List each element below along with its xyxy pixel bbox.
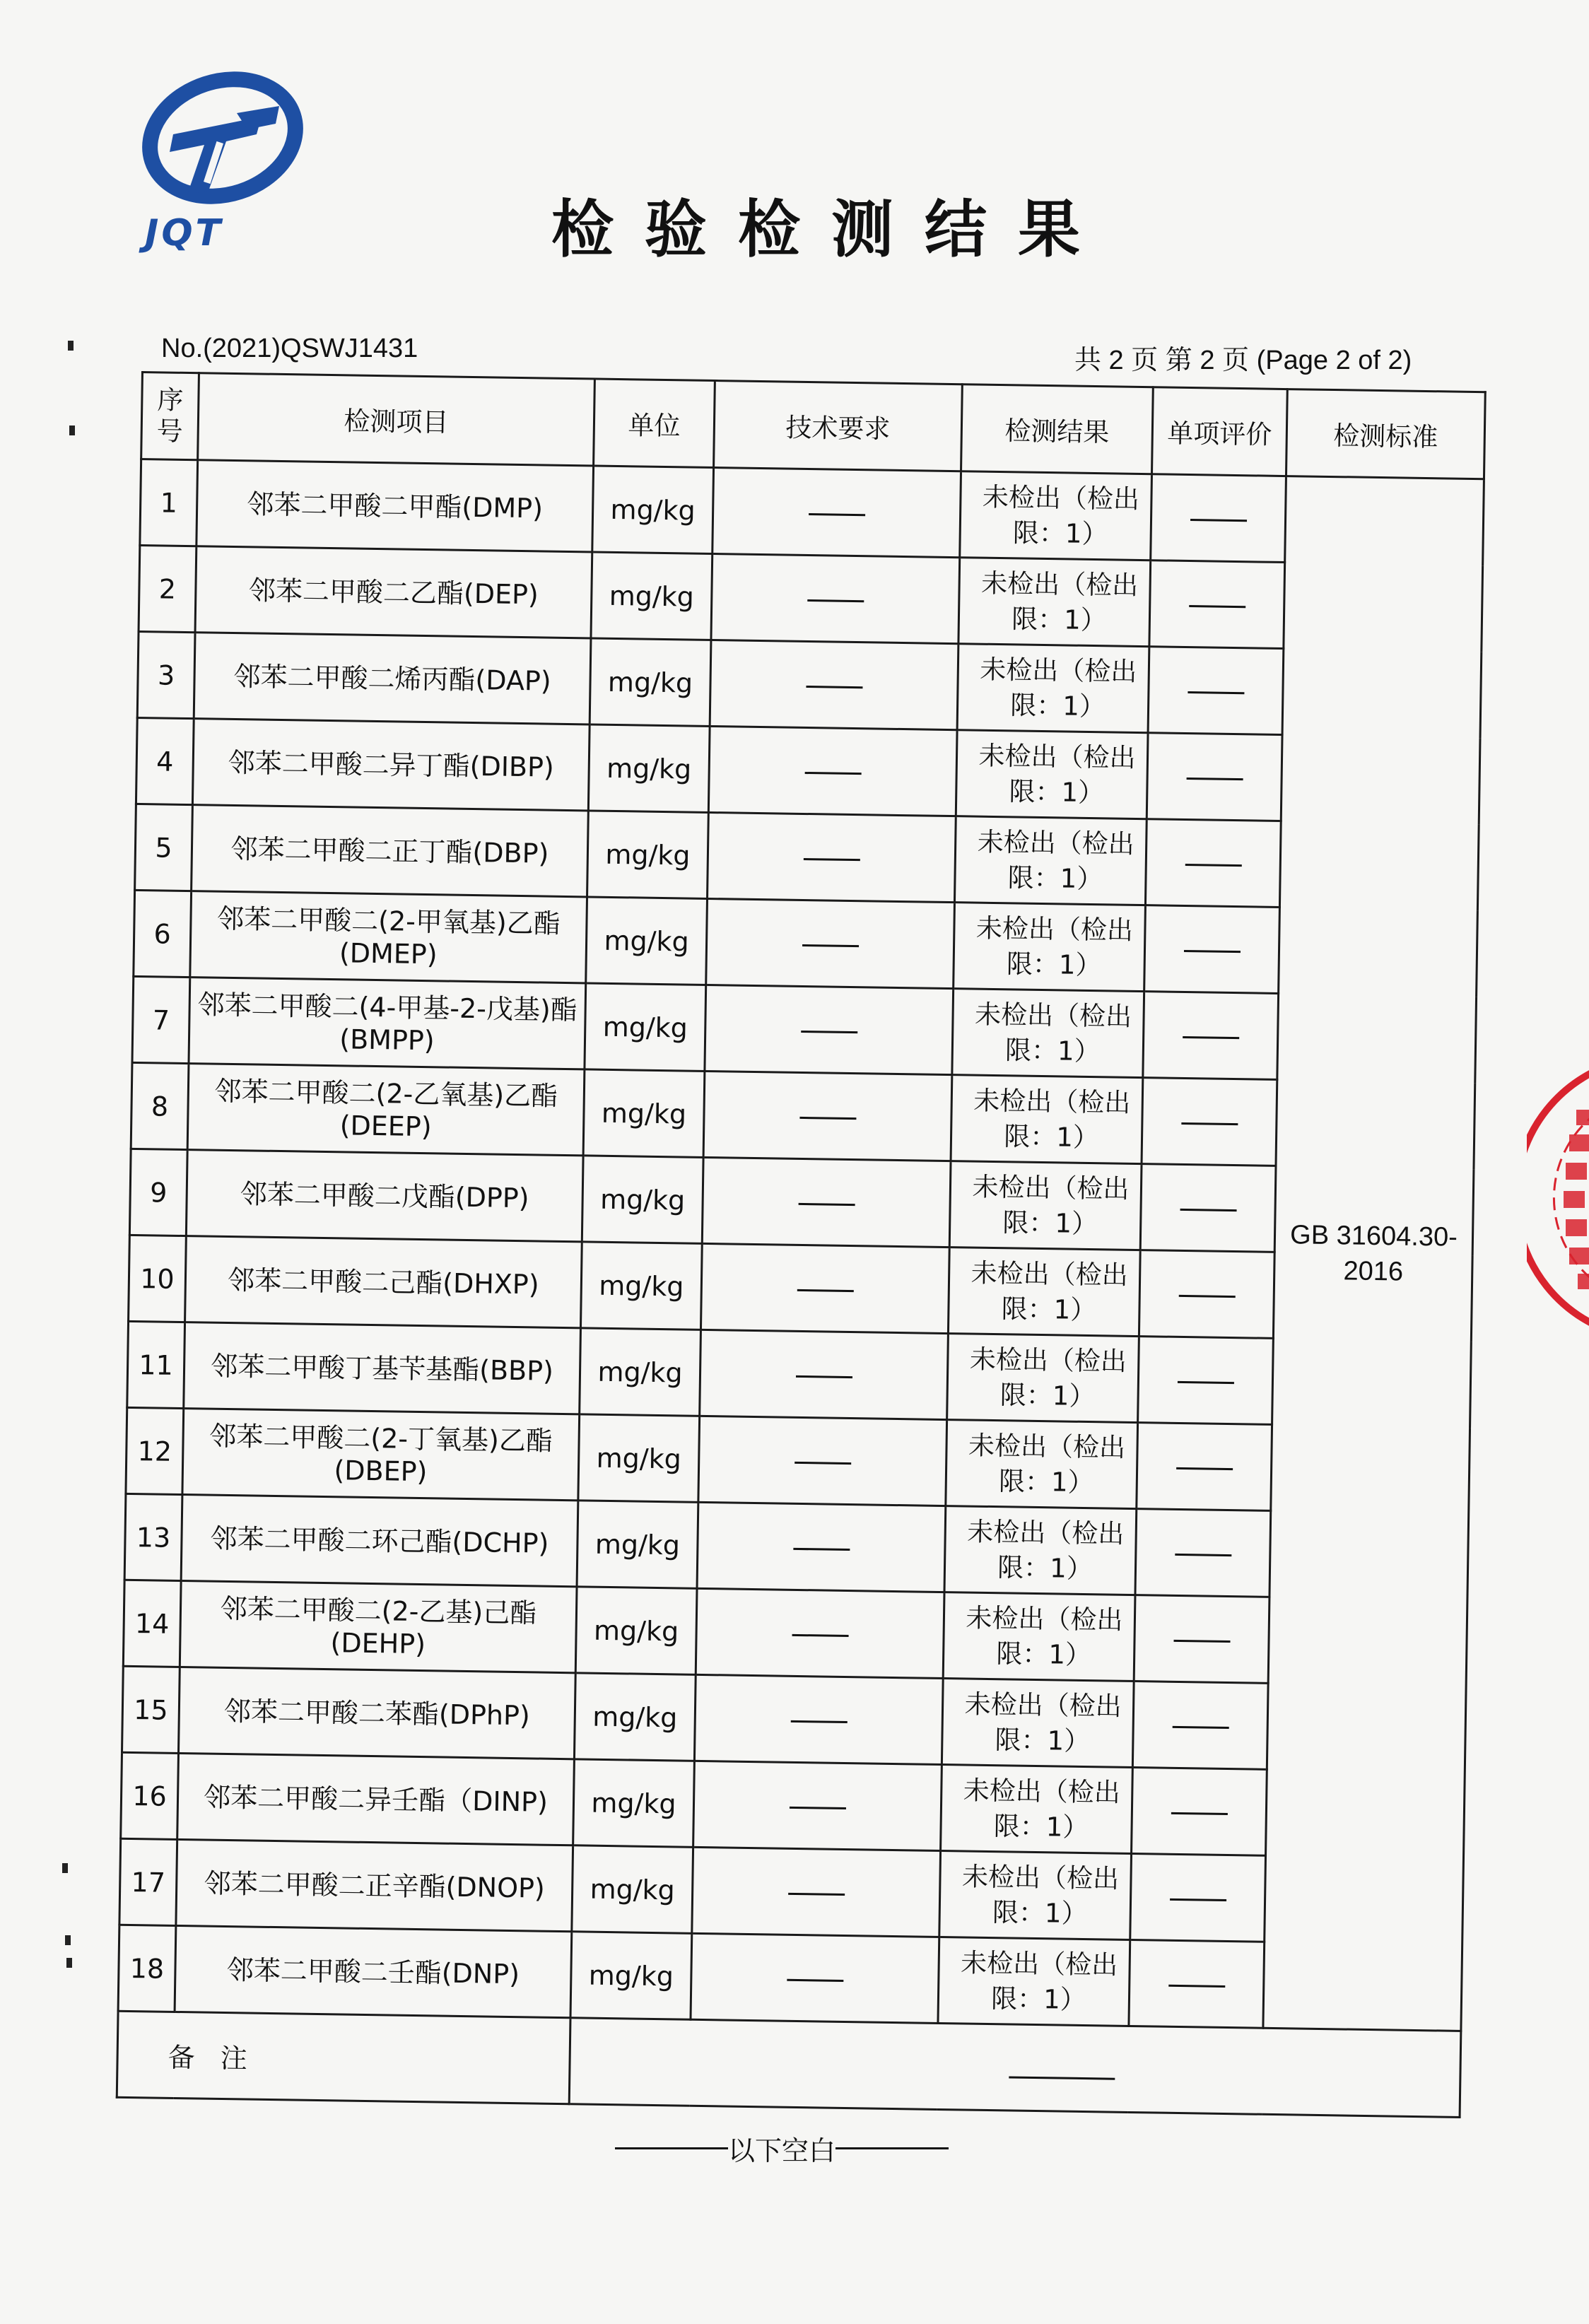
- result-cell: 未检出（检出限：1）: [960, 471, 1152, 561]
- row-number: 1: [140, 459, 198, 546]
- result-cell: 未检出（检出限：1）: [942, 1679, 1134, 1768]
- evaluation-cell: [1138, 1337, 1274, 1425]
- dash-mark: [1183, 1035, 1239, 1038]
- results-table: [116, 371, 1487, 2118]
- row-number: 15: [122, 1666, 180, 1753]
- dash-mark: [1171, 1812, 1227, 1814]
- dash-mark: [1009, 2076, 1115, 2079]
- unit-cell: mg/kg: [574, 1673, 696, 1761]
- remarks-label: 备 注: [117, 2011, 570, 2103]
- result-cell: 未检出（检出限：1）: [951, 1075, 1143, 1164]
- result-cell: 未检出（检出限：1）: [943, 1592, 1135, 1682]
- requirement-cell: [700, 1243, 949, 1333]
- dash-mark: [1186, 777, 1243, 780]
- dash-mark: [1178, 1294, 1235, 1297]
- unit-cell: mg/kg: [592, 466, 714, 554]
- test-item: 邻苯二甲酸二(2-乙氧基)乙酯(DEEP): [187, 1064, 585, 1156]
- evaluation-cell: [1130, 1854, 1266, 1942]
- test-item: 邻苯二甲酸二苯酯(DPhP): [178, 1667, 575, 1759]
- evaluation-cell: [1144, 905, 1280, 994]
- unit-cell: mg/kg: [577, 1501, 698, 1589]
- dash-mark: [1183, 949, 1240, 952]
- result-cell: 未检出（检出限：1）: [956, 730, 1148, 819]
- row-number: 4: [136, 717, 194, 804]
- result-cell: 未检出（检出限：1）: [946, 1420, 1138, 1509]
- result-cell: 未检出（检出限：1）: [952, 989, 1144, 1078]
- evaluation-cell: [1147, 733, 1282, 821]
- dash-mark: [789, 1806, 845, 1809]
- dash-mark: [790, 1720, 847, 1723]
- dash-mark: [802, 944, 859, 946]
- dash-mark: [1172, 1725, 1229, 1728]
- requirement-cell: [708, 812, 956, 902]
- unit-cell: mg/kg: [583, 1069, 705, 1158]
- dash-mark: [795, 1375, 852, 1378]
- requirement-cell: [710, 640, 958, 729]
- column-header-standard: 检测标准: [1286, 389, 1485, 479]
- test-item: 邻苯二甲酸二壬酯(DNP): [175, 1925, 572, 2017]
- dash-mark: [793, 1547, 850, 1550]
- requirement-cell: [696, 1588, 944, 1678]
- requirement-cell: [711, 554, 960, 644]
- dash-mark: [794, 1461, 851, 1464]
- dash-mark: [1177, 1380, 1233, 1383]
- dash-mark: [797, 1289, 853, 1291]
- margin-dot: [62, 1863, 68, 1873]
- requirement-cell: [702, 1157, 951, 1247]
- test-item: 邻苯二甲酸二环己酯(DCHP): [181, 1495, 578, 1587]
- test-item: 邻苯二甲酸二己酯(DHXP): [185, 1236, 582, 1328]
- column-header-requirement: 技术要求: [714, 381, 963, 471]
- unit-cell: mg/kg: [572, 1845, 693, 1934]
- requirement-cell: [698, 1416, 947, 1506]
- dash-mark: [803, 857, 860, 860]
- unit-cell: mg/kg: [591, 552, 713, 640]
- dash-mark: [1181, 1122, 1238, 1125]
- dash-mark: [804, 771, 861, 774]
- dash-mark: [801, 1030, 857, 1033]
- test-item: 邻苯二甲酸二(2-甲氧基)乙酯(DMEP): [190, 891, 587, 983]
- evaluation-cell: [1139, 1250, 1274, 1339]
- dash-mark: [1170, 1898, 1226, 1901]
- dash-mark: [792, 1633, 848, 1636]
- result-cell: 未检出（检出限：1）: [939, 1851, 1132, 1940]
- evaluation-cell: [1135, 1509, 1271, 1597]
- row-number: 3: [137, 631, 195, 718]
- report-number: No.(2021)QSWJ1431: [161, 334, 418, 363]
- dash-mark: [799, 1116, 856, 1119]
- row-number: 13: [124, 1493, 182, 1580]
- test-item: 邻苯二甲酸二(4-甲基-2-戊基)酯(BMPP): [189, 978, 586, 1069]
- dash-mark: [788, 1892, 845, 1895]
- evaluation-cell: [1132, 1768, 1267, 1856]
- dash-mark: [835, 2147, 949, 2149]
- column-header-item: 检测项目: [198, 373, 595, 466]
- result-cell: 未检出（检出限：1）: [954, 816, 1147, 905]
- standard-cell: GB 31604.30-2016: [1263, 476, 1484, 2031]
- result-cell: 未检出（检出限：1）: [948, 1248, 1140, 1337]
- evaluation-cell: [1142, 1078, 1277, 1166]
- remarks-value: [569, 2018, 1461, 2118]
- unit-cell: mg/kg: [585, 983, 706, 1072]
- unit-cell: mg/kg: [587, 811, 709, 899]
- page-info: 共 2 页 第 2 页 (Page 2 of 2): [1074, 346, 1412, 375]
- row-number: 12: [126, 1407, 184, 1494]
- column-header-seq: 序号: [141, 372, 199, 460]
- logo-text: JQT: [145, 212, 224, 254]
- red-seal-icon: [1527, 1046, 1589, 1350]
- requirement-cell: [692, 1847, 941, 1937]
- margin-dot: [69, 426, 75, 435]
- row-number: 2: [139, 545, 197, 632]
- evaluation-cell: [1145, 819, 1281, 908]
- result-cell: 未检出（检出限：1）: [938, 1937, 1130, 2026]
- row-number: 14: [123, 1580, 181, 1667]
- evaluation-cell: [1151, 474, 1286, 563]
- dash-mark: [1188, 691, 1244, 694]
- test-item: 邻苯二甲酸二(2-乙基)己酯(DEHP): [180, 1581, 577, 1673]
- dash-mark: [615, 2147, 728, 2149]
- result-cell: 未检出（检出限：1）: [941, 1765, 1133, 1854]
- unit-cell: mg/kg: [586, 897, 708, 985]
- evaluation-cell: [1140, 1164, 1276, 1252]
- column-header-result: 检测结果: [961, 385, 1154, 474]
- requirement-cell: [713, 468, 961, 558]
- blank-below-text: 以下空白: [728, 2135, 836, 2166]
- dash-mark: [798, 1202, 855, 1205]
- row-number: 8: [131, 1062, 189, 1149]
- unit-cell: mg/kg: [570, 1932, 692, 2020]
- row-number: 18: [118, 1925, 176, 2012]
- dash-mark: [1180, 1208, 1236, 1211]
- test-item: 邻苯二甲酸二正辛酯(DNOP): [176, 1839, 573, 1931]
- page-title: 检验检测结果: [551, 192, 1112, 266]
- result-cell: 未检出（检出限：1）: [954, 903, 1146, 992]
- requirement-cell: [703, 1071, 952, 1161]
- result-cell: 未检出（检出限：1）: [944, 1506, 1137, 1595]
- row-number: 7: [132, 976, 190, 1063]
- requirement-cell: [694, 1674, 943, 1764]
- unit-cell: mg/kg: [578, 1414, 700, 1503]
- dash-mark: [1175, 1553, 1231, 1556]
- test-item: 邻苯二甲酸二异丁酯(DIBP): [192, 719, 590, 811]
- evaluation-cell: [1137, 1423, 1272, 1511]
- blank-below-note: [615, 2129, 949, 2168]
- dash-mark: [1185, 863, 1241, 866]
- row-number: 16: [121, 1752, 179, 1839]
- row-number: 17: [119, 1838, 177, 1925]
- requirement-cell: [697, 1502, 946, 1592]
- dash-mark: [807, 599, 864, 602]
- result-cell: 未检出（检出限：1）: [949, 1161, 1142, 1250]
- evaluation-cell: [1129, 1939, 1265, 2028]
- unit-cell: mg/kg: [582, 1156, 703, 1244]
- test-item: 邻苯二甲酸二烯丙酯(DAP): [194, 633, 591, 724]
- test-item: 邻苯二甲酸丁基苄基酯(BBP): [184, 1322, 581, 1414]
- evaluation-cell: [1143, 992, 1279, 1080]
- unit-cell: mg/kg: [575, 1587, 697, 1675]
- evaluation-cell: [1149, 561, 1285, 649]
- test-item: 邻苯二甲酸二戊酯(DPP): [186, 1150, 583, 1242]
- requirement-cell: [691, 1933, 939, 2023]
- requirement-cell: [693, 1761, 942, 1850]
- dash-mark: [1168, 1984, 1225, 1987]
- row-number: 11: [127, 1321, 185, 1408]
- row-number: 6: [134, 890, 192, 977]
- test-item: 邻苯二甲酸二乙酯(DEP): [195, 546, 592, 638]
- unit-cell: mg/kg: [588, 724, 710, 813]
- row-number: 10: [129, 1235, 187, 1322]
- test-item: 邻苯二甲酸二异壬酯（DINP): [177, 1753, 575, 1845]
- dash-mark: [1190, 519, 1247, 522]
- evaluation-cell: [1134, 1595, 1270, 1684]
- row-number: 5: [135, 804, 193, 891]
- unit-cell: mg/kg: [580, 1328, 701, 1416]
- dash-mark: [1173, 1639, 1230, 1642]
- margin-dot: [68, 341, 74, 351]
- column-header-unit: 单位: [594, 379, 715, 468]
- test-item: 邻苯二甲酸二正丁酯(DBP): [192, 805, 589, 897]
- table-body: [117, 459, 1484, 2118]
- dash-mark: [1189, 605, 1245, 608]
- test-item: 邻苯二甲酸二(2-丁氧基)乙酯(DBEP): [182, 1409, 580, 1501]
- requirement-cell: [700, 1330, 949, 1419]
- evaluation-cell: [1132, 1682, 1268, 1770]
- unit-cell: mg/kg: [573, 1759, 695, 1848]
- result-cell: 未检出（检出限：1）: [958, 558, 1151, 647]
- requirement-cell: [708, 726, 957, 816]
- dash-mark: [787, 1978, 843, 1981]
- evaluation-cell: [1148, 647, 1284, 735]
- dash-mark: [809, 513, 865, 516]
- requirement-cell: [706, 898, 955, 988]
- requirement-cell: [705, 985, 954, 1074]
- column-header-evaluation: 单项评价: [1151, 387, 1287, 476]
- margin-dot: [66, 1958, 72, 1968]
- unit-cell: mg/kg: [580, 1242, 702, 1330]
- result-cell: 未检出（检出限：1）: [947, 1334, 1139, 1423]
- margin-dot: [65, 1935, 71, 1945]
- unit-cell: mg/kg: [590, 638, 711, 727]
- result-cell: 未检出（检出限：1）: [957, 644, 1149, 733]
- test-item: 邻苯二甲酸二甲酯(DMP): [197, 460, 594, 552]
- dash-mark: [1176, 1467, 1233, 1469]
- dash-mark: [806, 685, 862, 688]
- row-number: 9: [129, 1149, 187, 1236]
